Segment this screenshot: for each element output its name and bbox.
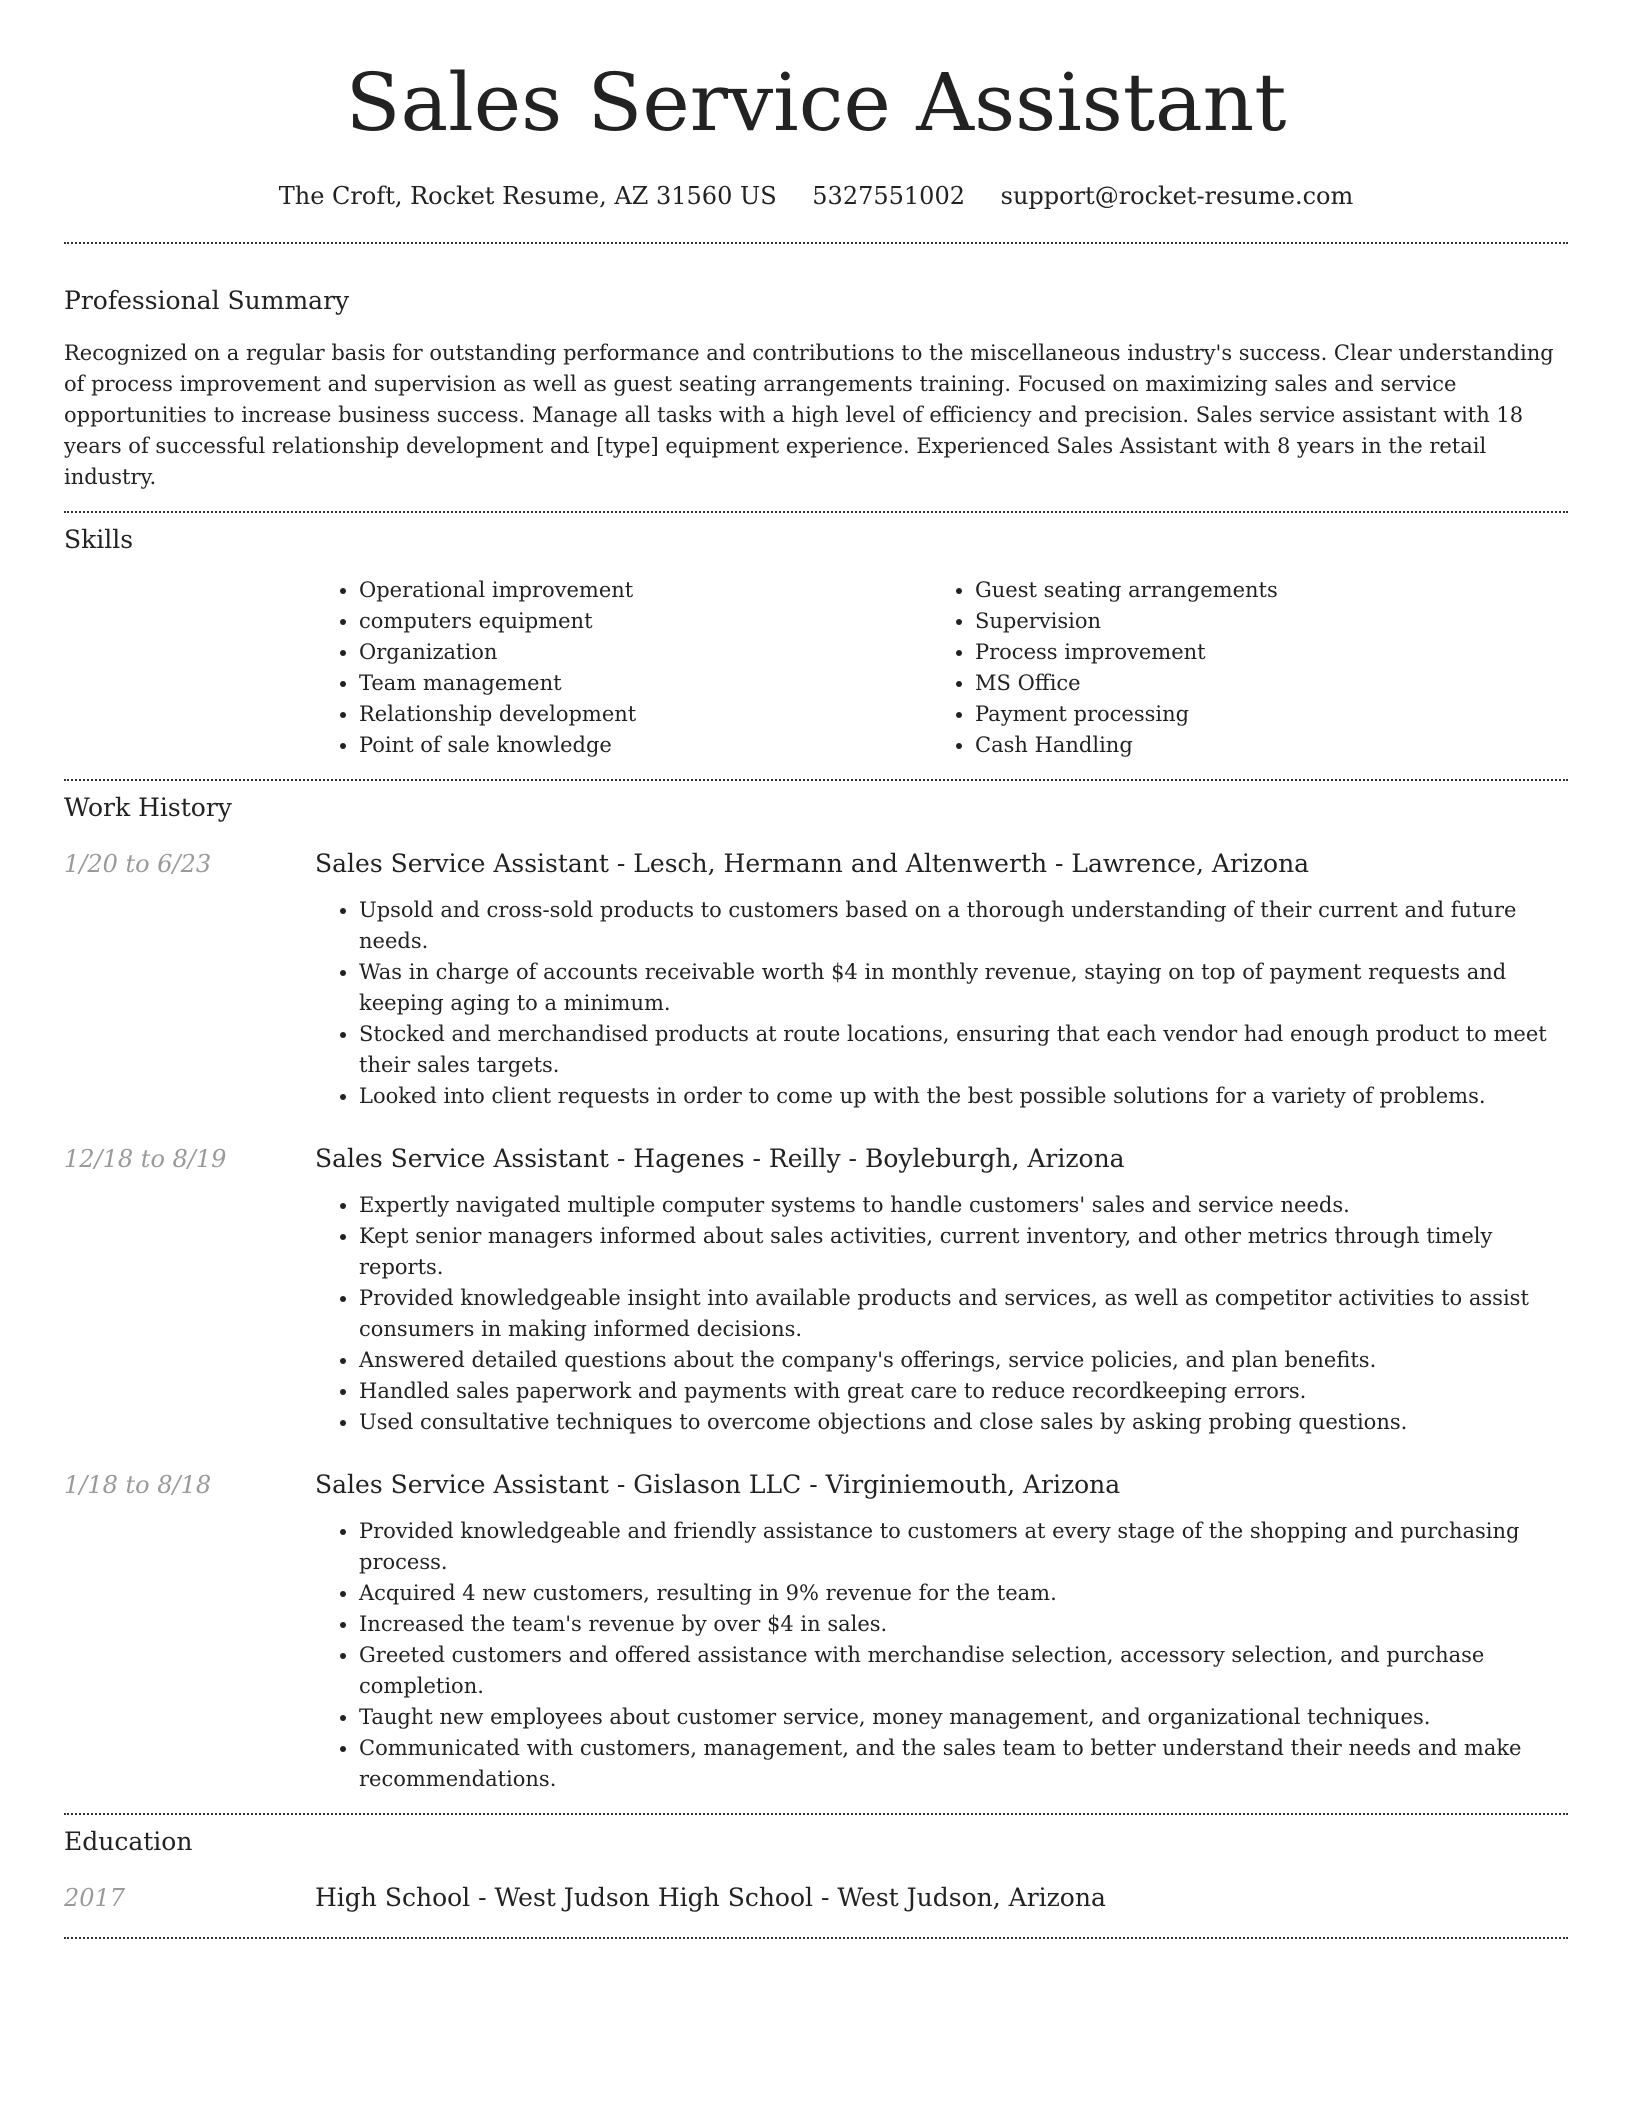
job-bullet: • Acquired 4 new customers, resulting in 9% revenue for the team. (359, 1578, 1568, 1609)
job-bullet: • Provided knowledgeable insight into available products and services, as well as competitor activities to assist consumers in making informed decisions. (359, 1283, 1568, 1345)
section-title-work: Work History (64, 793, 232, 822)
job-heading: Sales Service Assistant - Lesch, Hermann and Altenwerth - Lawrence, Arizona (315, 849, 1310, 878)
job-bullet: • Stocked and merchandised products at route locations, ensuring that each vendor had enough product to meet their sales targets. (359, 1019, 1568, 1081)
education-year: 2017 (64, 1884, 126, 1912)
job-entry (64, 1142, 1568, 1438)
job-bullet: • Used consultative techniques to overcome objections and close sales by asking probing questions. (359, 1407, 1568, 1438)
contact-address: The Croft, Rocket Resume, AZ 31560 US (278, 182, 777, 210)
divider (64, 1937, 1568, 1939)
contact-phone: 5327551002 (812, 182, 965, 210)
contact-email: support@rocket-resume.com (1000, 182, 1354, 210)
job-bullet: • Provided knowledgeable and friendly assistance to customers at every stage of the shopping and purchasing process. (359, 1516, 1568, 1578)
section-title-summary: Professional Summary (64, 286, 350, 315)
skill-item: • Relationship development (359, 699, 931, 730)
job-header (64, 1468, 1568, 1502)
job-dates: 12/18 to 8/19 (64, 1145, 227, 1173)
section-work-history (64, 781, 1568, 1795)
job-bullet: • Upsold and cross-sold products to customers based on a thorough understanding of their current and future needs. (359, 895, 1568, 957)
job-bullets (315, 895, 1568, 1112)
skill-item: • Process improvement (975, 637, 1547, 668)
job-heading: Sales Service Assistant - Hagenes - Reilly - Boyleburgh, Arizona (315, 1144, 1125, 1173)
job-bullet: • Expertly navigated multiple computer systems to handle customers' sales and service needs. (359, 1190, 1568, 1221)
job-entry (64, 847, 1568, 1112)
job-bullet: • Answered detailed questions about the company's offerings, service policies, and plan benefits. (359, 1345, 1568, 1376)
skill-item: • Payment processing (975, 699, 1547, 730)
job-header (64, 847, 1568, 881)
job-dates: 1/18 to 8/18 (64, 1471, 212, 1499)
section-title-education: Education (64, 1827, 193, 1856)
job-entry (64, 1468, 1568, 1795)
contact-line (64, 178, 1568, 214)
skill-item: • MS Office (975, 668, 1547, 699)
skills-list-left (315, 575, 931, 761)
education-entry (64, 1881, 1568, 1915)
skill-item: • Point of sale knowledge (359, 730, 931, 761)
skill-item: • Cash Handling (975, 730, 1547, 761)
section-skills (64, 513, 1568, 761)
job-header (64, 1142, 1568, 1176)
job-dates: 1/20 to 6/23 (64, 850, 212, 878)
job-heading: Sales Service Assistant - Gislason LLC - Virginiemouth, Arizona (315, 1470, 1121, 1499)
job-bullet: • Increased the team's revenue by over $4 in sales. (359, 1609, 1568, 1640)
job-bullets (315, 1190, 1568, 1438)
job-bullet: • Kept senior managers informed about sales activities, current inventory, and other metrics through timely reports. (359, 1221, 1568, 1283)
skill-item: • Team management (359, 668, 931, 699)
job-bullets (315, 1516, 1568, 1795)
job-bullet: • Was in charge of accounts receivable worth $4 in monthly revenue, staying on top of payment requests and keeping aging to a minimum. (359, 957, 1568, 1019)
job-bullet: • Looked into client requests in order to come up with the best possible solutions for a variety of problems. (359, 1081, 1568, 1112)
job-bullet: • Handled sales paperwork and payments with great care to reduce recordkeeping errors. (359, 1376, 1568, 1407)
skill-item: • Operational improvement (359, 575, 931, 606)
summary-text: Recognized on a regular basis for outstanding performance and contributions to the miscellaneous industry's success. Clear understanding of process improvement and supervision as well as guest seating arrangements training. Focused on maximizing sales and service opportunities to increase business success. Manage all tasks with a high level of efficiency and precision. Sales service assistant with 18 years of successful relationship development and [type] equipment experience. Experienced Sales Assistant with 8 years in the retail industry. (64, 341, 1554, 489)
skill-item: • Supervision (975, 606, 1547, 637)
section-education (64, 1815, 1568, 1915)
skill-item: • Organization (359, 637, 931, 668)
job-bullet: • Greeted customers and offered assistance with merchandise selection, accessory selection, and purchase completion. (359, 1640, 1568, 1702)
section-summary (64, 244, 1568, 493)
job-bullet: • Communicated with customers, management, and the sales team to better understand their needs and make recommendations. (359, 1733, 1568, 1795)
skill-item: • computers equipment (359, 606, 931, 637)
skills-list-right (931, 575, 1547, 761)
resume-title: Sales Service Assistant (345, 56, 1287, 149)
job-bullet: • Taught new employees about customer service, money management, and organizational techniques. (359, 1702, 1568, 1733)
section-title-skills: Skills (64, 525, 134, 554)
skill-item: • Guest seating arrangements (975, 575, 1547, 606)
skills-grid (315, 575, 1568, 761)
education-heading: High School - West Judson High School - West Judson, Arizona (315, 1883, 1106, 1912)
